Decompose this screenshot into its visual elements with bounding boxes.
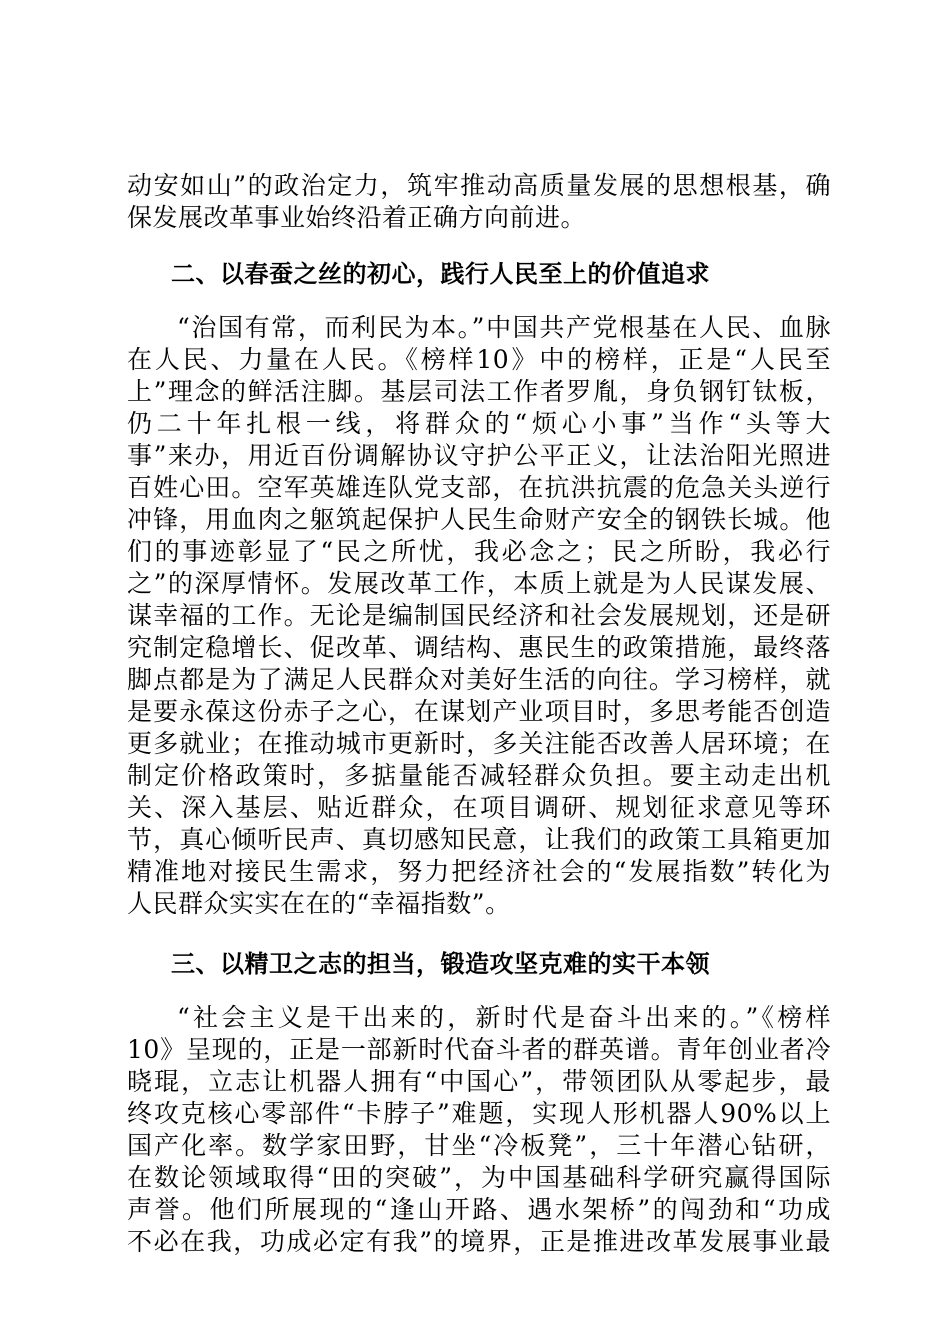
text-line: 动安如山”的政治定力，筑牢推动高质量发展的思想根基，确 xyxy=(127,171,831,200)
text-line: 制定价格政策时，多掂量能否减轻群众负担。要主动走出机 xyxy=(127,761,831,790)
text-line: 国产化率。数学家田野，甘坐“冷板凳”，三十年潜心钻研， xyxy=(127,1131,831,1160)
text-line: 在数论领域取得“田的突破”，为中国基础科学研究赢得国际 xyxy=(127,1163,831,1192)
text-line: 关、深入基层、贴近群众，在项目调研、规划征求意见等环 xyxy=(127,793,831,822)
text-line: 节，真心倾听民声、真切感知民意，让我们的政策工具箱更加 xyxy=(127,825,831,854)
text-line: 仍二十年扎根一线，将群众的“烦心小事”当作“头等大 xyxy=(127,409,831,438)
text-line: 在人民、力量在人民。《榜样10》中的榜样，正是“人民至 xyxy=(127,345,831,374)
text-line: 精准地对接民生需求，努力把经济社会的“发展指数”转化为 xyxy=(127,857,831,886)
intro-paragraph xyxy=(127,170,831,234)
text-line: 终攻克核心零部件“卡脖子”难题，实现人形机器人90%以上 xyxy=(127,1099,831,1128)
text-line: 谋幸福的工作。无论是编制国民经济和社会发展规划，还是研 xyxy=(127,601,831,630)
document-body xyxy=(127,170,831,1258)
text-line: 们的事迹彰显了“民之所忧，我必念之；民之所盼，我必行 xyxy=(127,537,831,566)
section-heading-3: 三、以精卫之志的担当，锻造攻坚克难的实干本领 xyxy=(171,950,710,978)
text-line: 究制定稳增长、促改革、调结构、惠民生的政策措施，最终落 xyxy=(127,633,831,662)
section-2-paragraph xyxy=(127,312,831,920)
text-line: “社会主义是干出来的，新时代是奋斗出来的。”《榜样 xyxy=(177,1003,831,1032)
text-line: 之”的深厚情怀。发展改革工作，本质上就是为人民谋发展、 xyxy=(127,569,831,598)
text-line: 上”理念的鲜活注脚。基层司法工作者罗胤，身负钢钉钛板， xyxy=(127,377,831,406)
text-line: 更多就业；在推动城市更新时，多关注能否改善人居环境；在 xyxy=(127,729,831,758)
text-line: 冲锋，用血肉之躯筑起保护人民生命财产安全的钢铁长城。他 xyxy=(127,505,831,534)
text-line: 晓琨，立志让机器人拥有“中国心”，带领团队从零起步，最 xyxy=(127,1067,831,1096)
text-line: 10》呈现的，正是一部新时代奋斗者的群英谱。青年创业者冷 xyxy=(127,1035,831,1064)
text-line: 是要永葆这份赤子之心，在谋划产业项目时，多思考能否创造 xyxy=(127,697,831,726)
section-heading-2: 二、以春蚕之丝的初心，践行人民至上的价值追求 xyxy=(171,260,710,288)
text-line: 事”来办，用近百份调解协议守护公平正义，让法治阳光照进 xyxy=(127,441,831,470)
text-line: 声誉。他们所展现的“逢山开路、遇水架桥”的闯劲和“功成 xyxy=(127,1195,831,1224)
text-line: 脚点都是为了满足人民群众对美好生活的向往。学习榜样，就 xyxy=(127,665,831,694)
text-line: 百姓心田。空军英雄连队党支部，在抗洪抗震的危急关头逆行 xyxy=(127,473,831,502)
section-3-paragraph xyxy=(127,1002,831,1258)
text-line: 人民群众实实在在的“幸福指数”。 xyxy=(127,889,511,918)
text-line: 不必在我，功成必定有我”的境界，正是推进改革发展事业最 xyxy=(127,1227,831,1256)
text-line: 保发展改革事业始终沿着正确方向前进。 xyxy=(127,203,587,232)
text-line: “治国有常，而利民为本。”中国共产党根基在人民、血脉 xyxy=(177,313,831,342)
